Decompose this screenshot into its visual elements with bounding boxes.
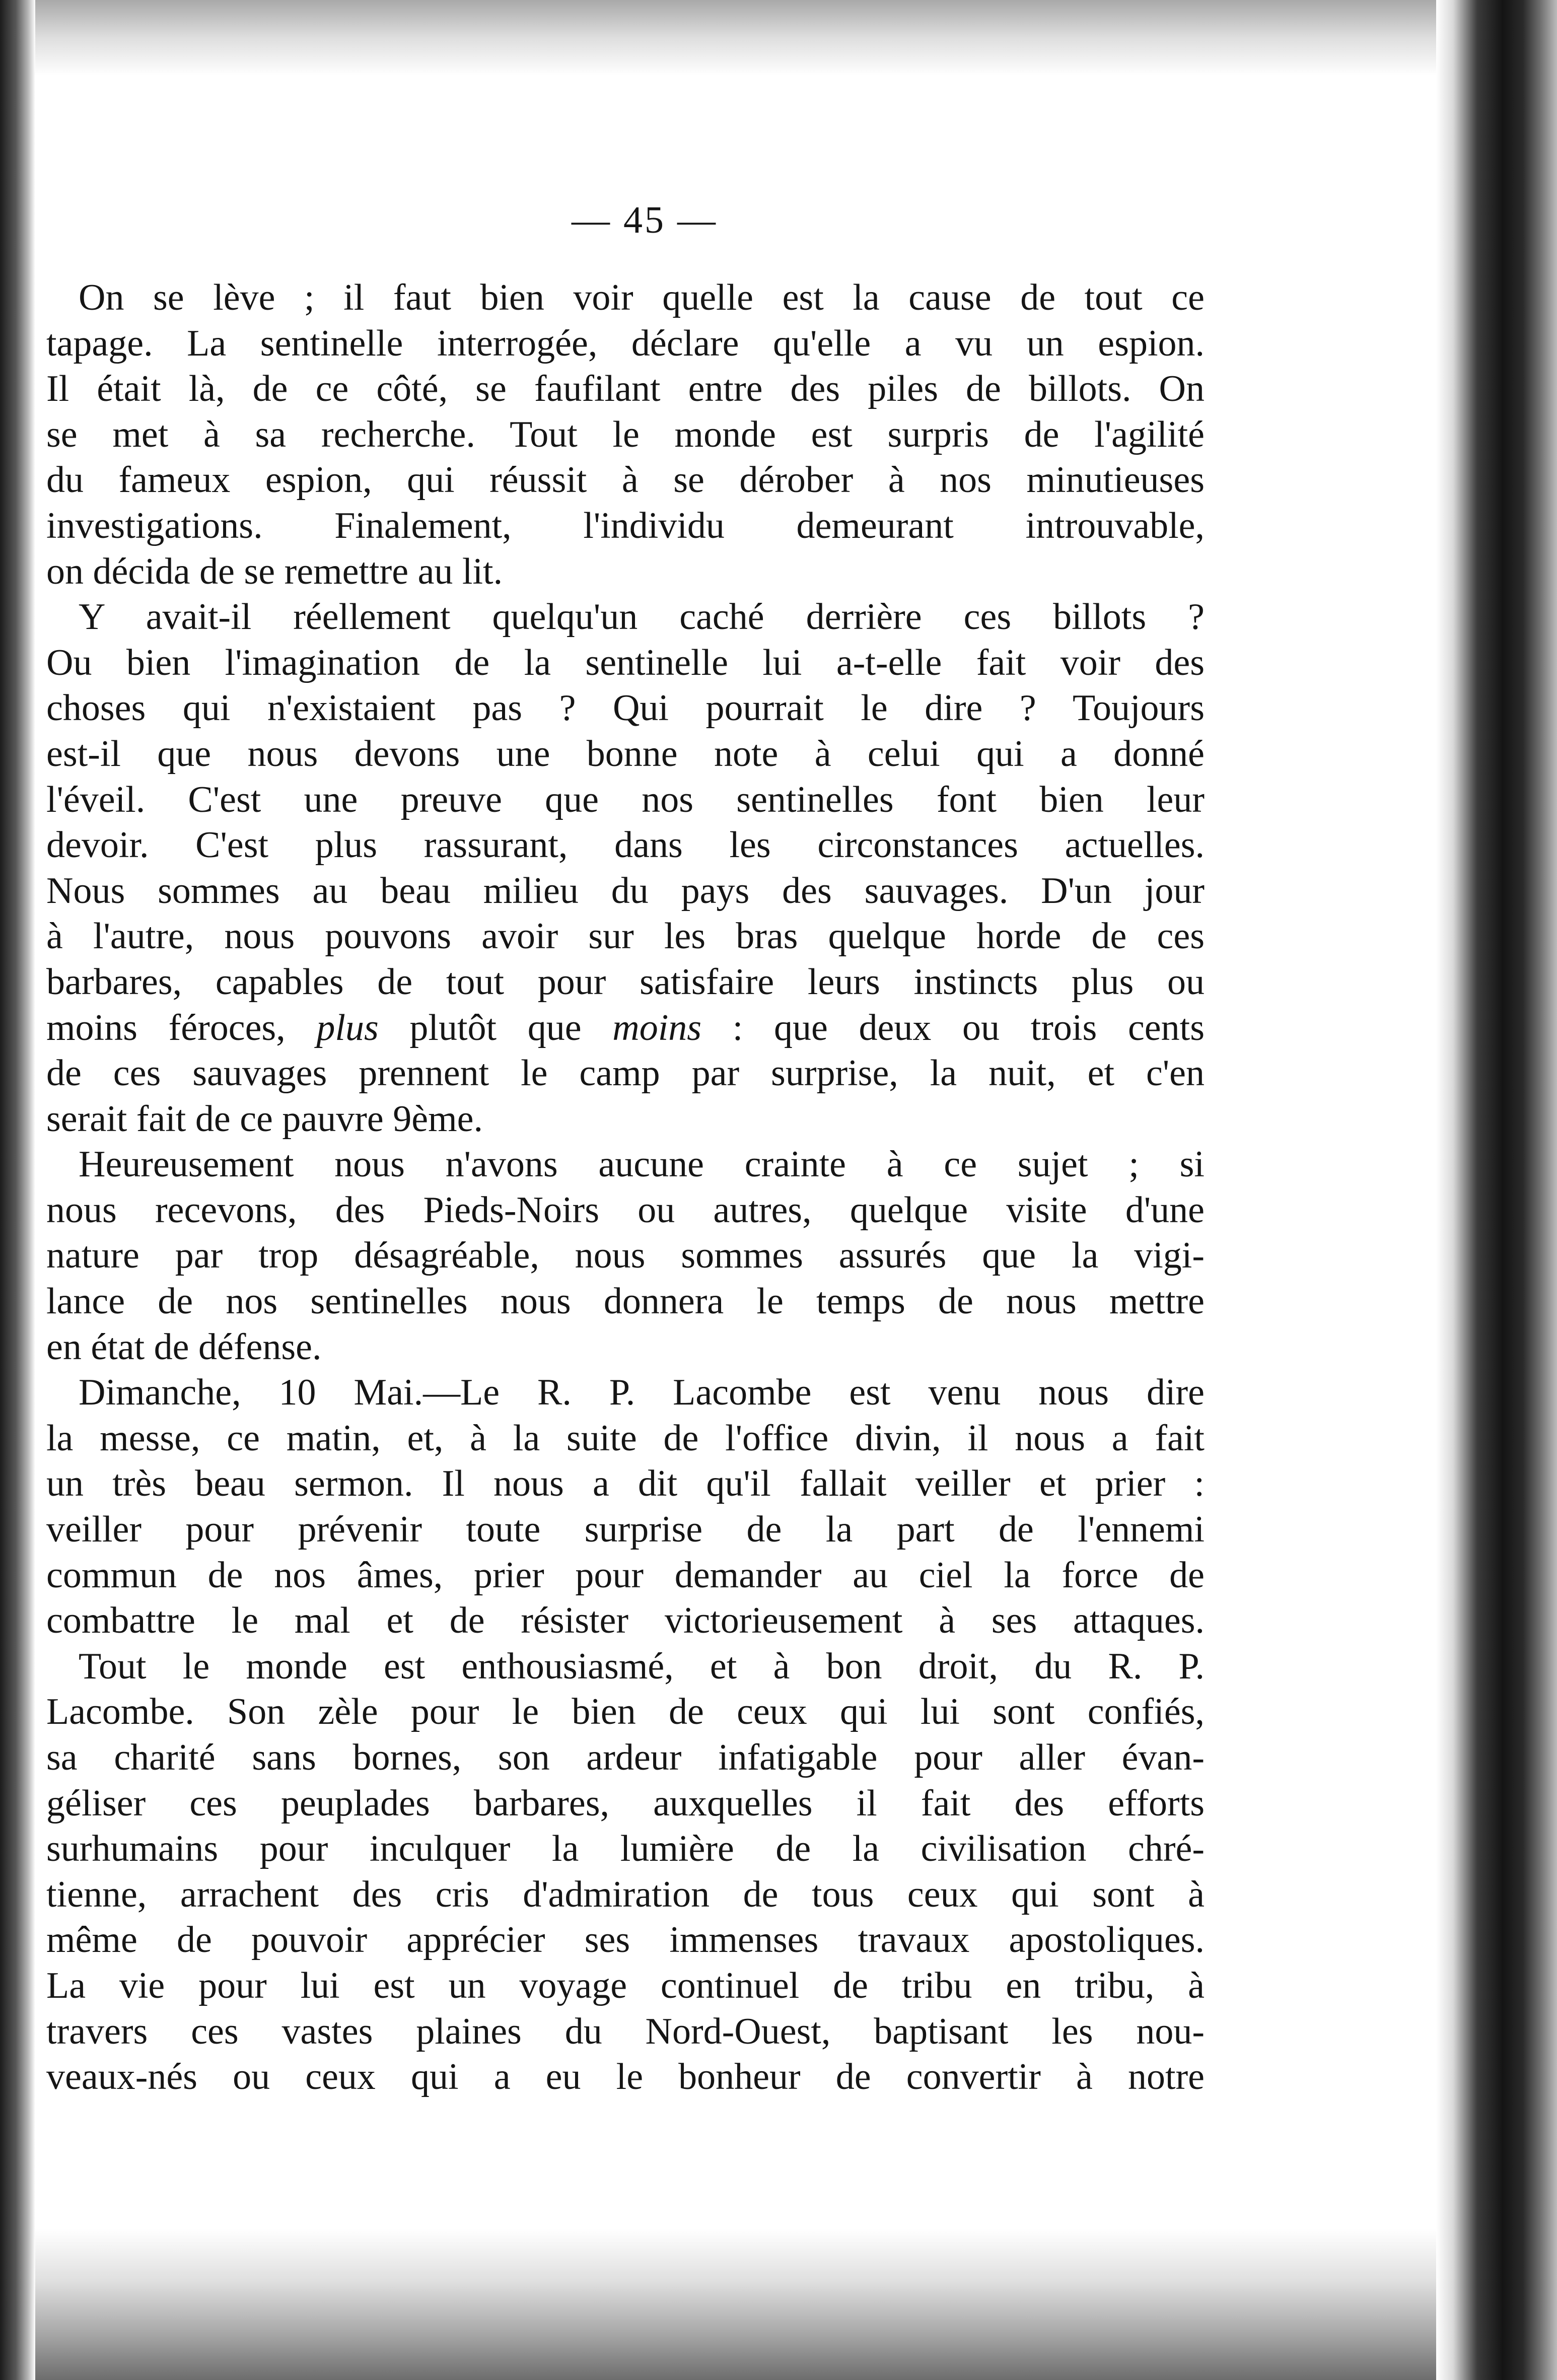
text-line: Nous sommes au beau milieu du pays des sauvages. D'un jour <box>46 870 1205 912</box>
text-line: tienne, arrachent des cris d'admiration de tous ceux qui sont à <box>46 1873 1205 1915</box>
text-line: serait fait de ce pauvre 9ème. <box>46 1098 483 1140</box>
page-number: — 45 — <box>572 199 718 241</box>
text-line: Heureusement nous n'avons aucune crainte à ce sujet ; si <box>79 1144 1205 1185</box>
italic-word: moins <box>612 1007 702 1048</box>
text-line: la messe, ce matin, et, à la suite de l'office divin, il nous a fait <box>46 1417 1205 1459</box>
text-line: On se lève ; il faut bien voir quelle est la cause de tout ce <box>79 277 1205 318</box>
text-line: La vie pour lui est un voyage continuel de tribu en tribu, à <box>46 1965 1205 2006</box>
text-line: Tout le monde est enthousiasmé, et à bon droit, du R. P. <box>79 1645 1205 1687</box>
text-line: lance de nos sentinelles nous donnera le temps de nous mettre <box>46 1281 1205 1322</box>
text-span: : que deux ou trois cents <box>701 1007 1205 1048</box>
text-span: plutôt que <box>378 1007 613 1048</box>
text-line: Il était là, de ce côté, se faufilant entre des piles de billots. On <box>46 368 1205 410</box>
text-line: Dimanche, 10 Mai.—Le R. P. Lacombe est venu nous dire <box>79 1372 1205 1414</box>
text-line: de ces sauvages prennent le camp par surprise, la nuit, et c'en <box>46 1053 1205 1094</box>
italic-word: plus <box>316 1007 379 1048</box>
text-line: se met à sa recherche. Tout le monde est surpris de l'agilité <box>46 413 1205 455</box>
scan-edge-right <box>1436 0 1557 2380</box>
text-line: nature par trop désagréable, nous sommes assurés que la vigi- <box>46 1235 1205 1277</box>
text-line: géliser ces peuplades barbares, auxquelles il fait des efforts <box>46 1782 1205 1824</box>
text-line: est-il que nous devons une bonne note à celui qui a donné <box>46 733 1205 775</box>
text-line: barbares, capables de tout pour satisfaire leurs instincts plus ou <box>46 961 1205 1003</box>
scan-edge-bottom <box>0 2229 1557 2380</box>
text-line: l'éveil. C'est une preuve que nos sentinelles font bien leur <box>46 779 1205 820</box>
text-line: en état de défense. <box>46 1326 322 1368</box>
text-line: Y avait-il réellement quelqu'un caché derrière ces billots ? <box>79 596 1205 638</box>
text-span: moins féroces, <box>46 1007 317 1048</box>
text-line: surhumains pour inculquer la lumière de la civilisation chré- <box>46 1828 1205 1870</box>
text-line: Lacombe. Son zèle pour le bien de ceux qui lui sont confiés, <box>46 1691 1205 1733</box>
text-line: investigations. Finalement, l'individu demeurant introuvable, <box>46 505 1205 546</box>
scan-edge-left <box>0 0 35 2380</box>
text-line: à l'autre, nous pouvons avoir sur les bras quelque horde de ces <box>46 916 1205 957</box>
text-line: on décida de se remettre au lit. <box>46 550 503 592</box>
text-line: veaux-nés ou ceux qui a eu le bonheur de convertir à notre <box>46 2056 1205 2098</box>
text-line: un très beau sermon. Il nous a dit qu'il fallait veiller et prier : <box>46 1463 1205 1505</box>
text-line: choses qui n'existaient pas ? Qui pourrait le dire ? Toujours <box>46 687 1205 729</box>
text-line: Ou bien l'imagination de la sentinelle lui a-t-elle fait voir des <box>46 642 1205 683</box>
text-line <box>46 1005 1205 1051</box>
text-line: devoir. C'est plus rassurant, dans les circonstances actuelles. <box>46 824 1205 866</box>
scan-edge-top <box>0 0 1557 76</box>
body-text <box>46 275 1205 2100</box>
text-line: tapage. La sentinelle interrogée, déclare qu'elle a vu un espion. <box>46 322 1205 364</box>
text-line: commun de nos âmes, prier pour demander au ciel la force de <box>46 1554 1205 1596</box>
text-line: du fameux espion, qui réussit à se dérober à nos minutieuses <box>46 459 1205 501</box>
text-line: combattre le mal et de résister victorieusement à ses attaques. <box>46 1600 1205 1642</box>
text-line: veiller pour prévenir toute surprise de la part de l'ennemi <box>46 1509 1205 1551</box>
text-line: sa charité sans bornes, son ardeur infatigable pour aller évan- <box>46 1737 1205 1778</box>
text-line: même de pouvoir apprécier ses immenses travaux apostoliques. <box>46 1919 1205 1961</box>
text-line: travers ces vastes plaines du Nord-Ouest, baptisant les nou- <box>46 2010 1205 2052</box>
text-line: nous recevons, des Pieds-Noirs ou autres, quelque visite d'une <box>46 1189 1205 1231</box>
